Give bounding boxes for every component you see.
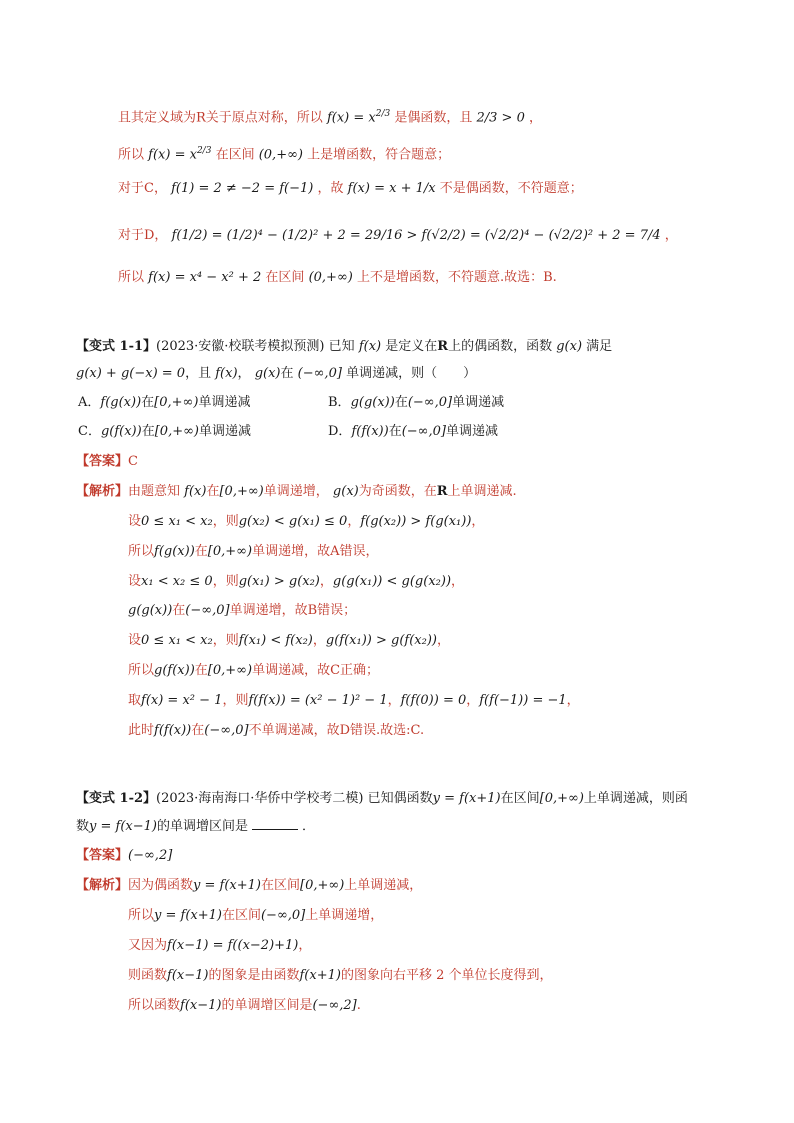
formula: f(g(x)) [100, 395, 142, 410]
text: 为奇函数，在 [358, 484, 437, 499]
interval: (−∞,0] [297, 366, 342, 381]
option-a[interactable] [78, 393, 250, 413]
exponent: 2/3 [375, 109, 391, 119]
text: 在 [194, 544, 208, 559]
interval: (−∞,0] [401, 424, 446, 439]
text: 在 [206, 484, 220, 499]
text: 此时 [128, 723, 155, 738]
option-label: D． [328, 424, 352, 439]
text: 所以 [118, 147, 145, 163]
formula: f(f(0)) = 0 [400, 693, 467, 708]
interval: [0,+∞) [154, 424, 200, 439]
text: 在区间 [265, 270, 305, 285]
text: ， [436, 633, 450, 648]
question-1-1-stem-2 [76, 364, 476, 384]
formula: y = f(x+1) [193, 878, 261, 893]
formula: f(x−1) [167, 968, 209, 983]
analysis-1-2-line-1 [76, 876, 422, 896]
answer-tag: 【答案】 [76, 848, 129, 863]
answer-value: C [128, 454, 138, 469]
question-1-2-stem-2 [76, 817, 315, 837]
formula: f(f(x)) [351, 424, 389, 439]
question-1-1-stem [76, 337, 612, 357]
text: 的图象向右平移 2 个单位长度得到， [340, 968, 553, 983]
text: 因为偶函数 [128, 878, 194, 893]
text: . [356, 998, 361, 1013]
text: 在区间 [215, 147, 255, 163]
answer-blank[interactable] [252, 817, 298, 830]
interval: (−∞,0] [260, 908, 306, 923]
text: 在 [141, 424, 155, 439]
text: 单调递减，则（ ） [346, 366, 477, 381]
interval: [0,+∞) [539, 791, 584, 806]
solution-line-5 [118, 268, 557, 288]
interval: [0,+∞) [300, 878, 345, 893]
text: 上单调递减. [447, 484, 517, 499]
formula: g(x) [556, 339, 583, 354]
text: ． [301, 819, 315, 834]
text: ， [298, 938, 312, 953]
text: 上单调递增， [305, 908, 384, 923]
formula: f(x) = x + 1/x [347, 181, 436, 196]
formula: f(1) = 2 ≠ −2 = f(−1) [171, 181, 314, 196]
analysis-1-1-line-4 [128, 572, 464, 592]
text: 设 [128, 633, 142, 648]
text: ， [471, 514, 485, 529]
text: 所以 [128, 908, 155, 923]
text: ，则 [212, 574, 239, 589]
formula: f(x) [215, 366, 238, 381]
text: 单调递减 [445, 424, 498, 439]
formula: g(x₁) > g(x₂) [238, 574, 320, 589]
formula: f(x) [184, 484, 207, 499]
question-tag: 【变式 1-1】 [76, 339, 157, 354]
text: 单调递减 [199, 424, 252, 439]
formula: g(g(x)) [128, 603, 173, 618]
question-1-2-stem [76, 789, 688, 809]
option-label: C． [78, 424, 101, 439]
text: ，则 [222, 693, 249, 708]
formula: f(x) = x⁴ − x² + 2 [148, 270, 262, 285]
text: 上不是增函数，不符题意.故选：B. [357, 270, 557, 285]
question-source: (2023·安徽·校联考模拟预测) [156, 339, 325, 354]
interval: (0,+∞) [308, 270, 353, 285]
text: 取 [128, 693, 142, 708]
formula: y = f(x+1) [432, 791, 501, 806]
option-c[interactable] [78, 422, 251, 442]
formula: f(x₁) < f(x₂) [238, 633, 313, 648]
formula: f(f(x)) [154, 723, 192, 738]
text: 数 [76, 819, 90, 834]
analysis-1-2-line-2 [128, 906, 383, 926]
formula: g(f(x₁)) > g(f(x₂)) [325, 633, 437, 648]
text: 设 [128, 514, 142, 529]
text: 上是增函数，符合题意； [307, 147, 451, 163]
interval: (−∞,0] [407, 395, 453, 410]
question-source: (2023·海南海口·华侨中学校考二模) [156, 791, 364, 806]
text: 单调递减 [452, 395, 505, 410]
formula: f(f(−1)) = −1 [479, 693, 567, 708]
text: 单调递减，故C正确； [252, 663, 380, 678]
text: 上的偶函数，函数 [448, 339, 553, 354]
text: 在 [141, 395, 155, 410]
formula: y = f(x−1) [89, 819, 157, 834]
text: 的单调增区间是 [221, 998, 313, 1013]
formula: f(g(x₂)) > f(g(x₁)) [360, 514, 472, 529]
analysis-1-2-line-3 [128, 936, 311, 956]
solution-line-1 [118, 104, 542, 128]
text: 又因为 [128, 938, 168, 953]
analysis-1-1-line-5 [128, 601, 356, 621]
interval: (−∞,0] [185, 603, 230, 618]
formula: g(x) [254, 366, 281, 381]
interval: [0,+∞) [219, 484, 264, 499]
text: ， [387, 693, 401, 708]
interval: (−∞,0] [204, 723, 249, 738]
solution-line-3 [118, 179, 583, 199]
text: 是偶函数，且 [394, 110, 473, 126]
text: 已知偶函数 [367, 791, 433, 806]
interval: [0,+∞) [154, 395, 199, 410]
text: 在区间 [221, 908, 261, 923]
answer-1-2 [76, 846, 172, 866]
analysis-1-1-line-7 [128, 661, 379, 681]
formula: 0 ≤ x₁ < x₂ [141, 633, 213, 648]
solution-line-4 [118, 226, 678, 246]
analysis-1-1-line-8 [128, 691, 580, 711]
formula: f(f(x)) = (x² − 1)² − 1 [248, 693, 388, 708]
formula: f(x) = x [326, 110, 376, 126]
text: 单调递减 [198, 395, 251, 410]
interval: (−∞,2] [312, 998, 357, 1013]
formula: f(x) [358, 339, 382, 354]
interval: (0,+∞) [258, 147, 303, 163]
formula: g(f(x)) [100, 424, 142, 439]
formula: f(g(x)) [154, 544, 195, 559]
formula: g(x₂) < g(x₁) ≤ 0 [238, 514, 348, 529]
text: 单调递增，故B错误； [229, 603, 357, 618]
option-b[interactable] [328, 393, 504, 413]
formula: g(g(x)) [350, 395, 395, 410]
text: ，故 [317, 181, 344, 196]
text: 在 [280, 366, 294, 381]
text: 在 [194, 663, 208, 678]
interval: [0,+∞) [207, 663, 253, 678]
text: 不是偶函数，不符题意； [439, 181, 583, 196]
text: 在 [394, 395, 408, 410]
analysis-tag: 【解析】 [76, 484, 129, 499]
formula: f(x+1) [299, 968, 341, 983]
text: 所以 [128, 663, 155, 678]
analysis-1-2-line-5 [128, 996, 361, 1016]
text: 则函数 [128, 968, 168, 983]
formula: 0 ≤ x₁ < x₂ [141, 514, 213, 529]
text: ， [451, 574, 465, 589]
text: 不单调递减，故D错误.故选:C. [248, 723, 425, 738]
text: 设 [128, 574, 142, 589]
formula: f(1/2) = (1/2)⁴ − (1/2)² + 2 = 29/16 > f(√2/2) = (√2/2)⁴ − (√2/2)² + 2 = 7/4 [171, 228, 661, 243]
analysis-1-1-line-2 [128, 512, 484, 532]
text: 所以 [118, 270, 145, 285]
text: ，则 [212, 633, 239, 648]
text: 上单调递减，则函 [583, 791, 688, 806]
option-label: B． [328, 395, 351, 410]
text: 单调递增， [263, 484, 329, 499]
formula: f(x−1) [180, 998, 222, 1013]
formula: f(x) = x [148, 147, 197, 163]
text: ， [566, 693, 580, 708]
formula: x₁ < x₂ ≤ 0 [141, 574, 213, 589]
interval: [0,+∞) [207, 544, 253, 559]
answer-1-1 [76, 452, 138, 472]
text: 的单调增区间是 [156, 819, 248, 834]
text: ， [664, 228, 678, 243]
formula: f(x) = x² − 1 [141, 693, 223, 708]
exponent: 2/3 [196, 146, 212, 156]
text: 在区间 [500, 791, 540, 806]
set-symbol: R [436, 484, 448, 499]
text: 的图象是由函数 [208, 968, 300, 983]
text: ， [466, 693, 480, 708]
formula: 2/3 > 0 [476, 110, 525, 126]
text: 上单调递减， [344, 878, 423, 893]
formula: y = f(x+1) [154, 908, 222, 923]
text: ， [312, 633, 326, 648]
text: 是定义在 [385, 339, 438, 354]
text: 满足 [586, 339, 613, 354]
formula: f(x−1) = f((x−2)+1) [167, 938, 299, 953]
formula: g(x) + g(−x) = 0 [76, 366, 186, 381]
option-d[interactable] [328, 422, 498, 442]
answer-value: (−∞,2] [128, 848, 173, 863]
text: 单调递增，故A错误， [252, 544, 379, 559]
text: 在 [191, 723, 205, 738]
text: ， [529, 110, 543, 126]
analysis-tag: 【解析】 [76, 878, 129, 893]
question-tag: 【变式 1-2】 [76, 791, 157, 806]
text: ， [347, 514, 361, 529]
set-symbol: R [437, 339, 449, 354]
text: 对于D， [118, 228, 168, 243]
text: ， [237, 366, 251, 381]
text: 对于C， [118, 181, 167, 196]
text: ，且 [185, 366, 212, 381]
analysis-1-1-line-6 [128, 631, 450, 651]
text: 且其定义域为R关于原点对称，所以 [118, 110, 323, 126]
analysis-1-2-line-4 [128, 966, 552, 986]
text: 已知 [328, 339, 355, 354]
analysis-1-1-line-3 [128, 542, 378, 562]
answer-tag: 【答案】 [76, 454, 129, 469]
text: 所以 [128, 544, 155, 559]
text: 所以函数 [128, 998, 181, 1013]
formula: g(g(x₁)) < g(g(x₂)) [332, 574, 452, 589]
analysis-1-1-line-1 [76, 482, 517, 502]
analysis-1-1-line-9 [128, 721, 424, 741]
formula: g(x) [332, 484, 359, 499]
text: ，则 [212, 514, 239, 529]
text: 在区间 [260, 878, 300, 893]
text: 在 [172, 603, 186, 618]
text: 由题意知 [128, 484, 181, 499]
formula: g(f(x)) [154, 663, 195, 678]
solution-line-2 [118, 141, 450, 165]
option-label: A． [78, 395, 101, 410]
text: 在 [388, 424, 402, 439]
text: ， [319, 574, 333, 589]
